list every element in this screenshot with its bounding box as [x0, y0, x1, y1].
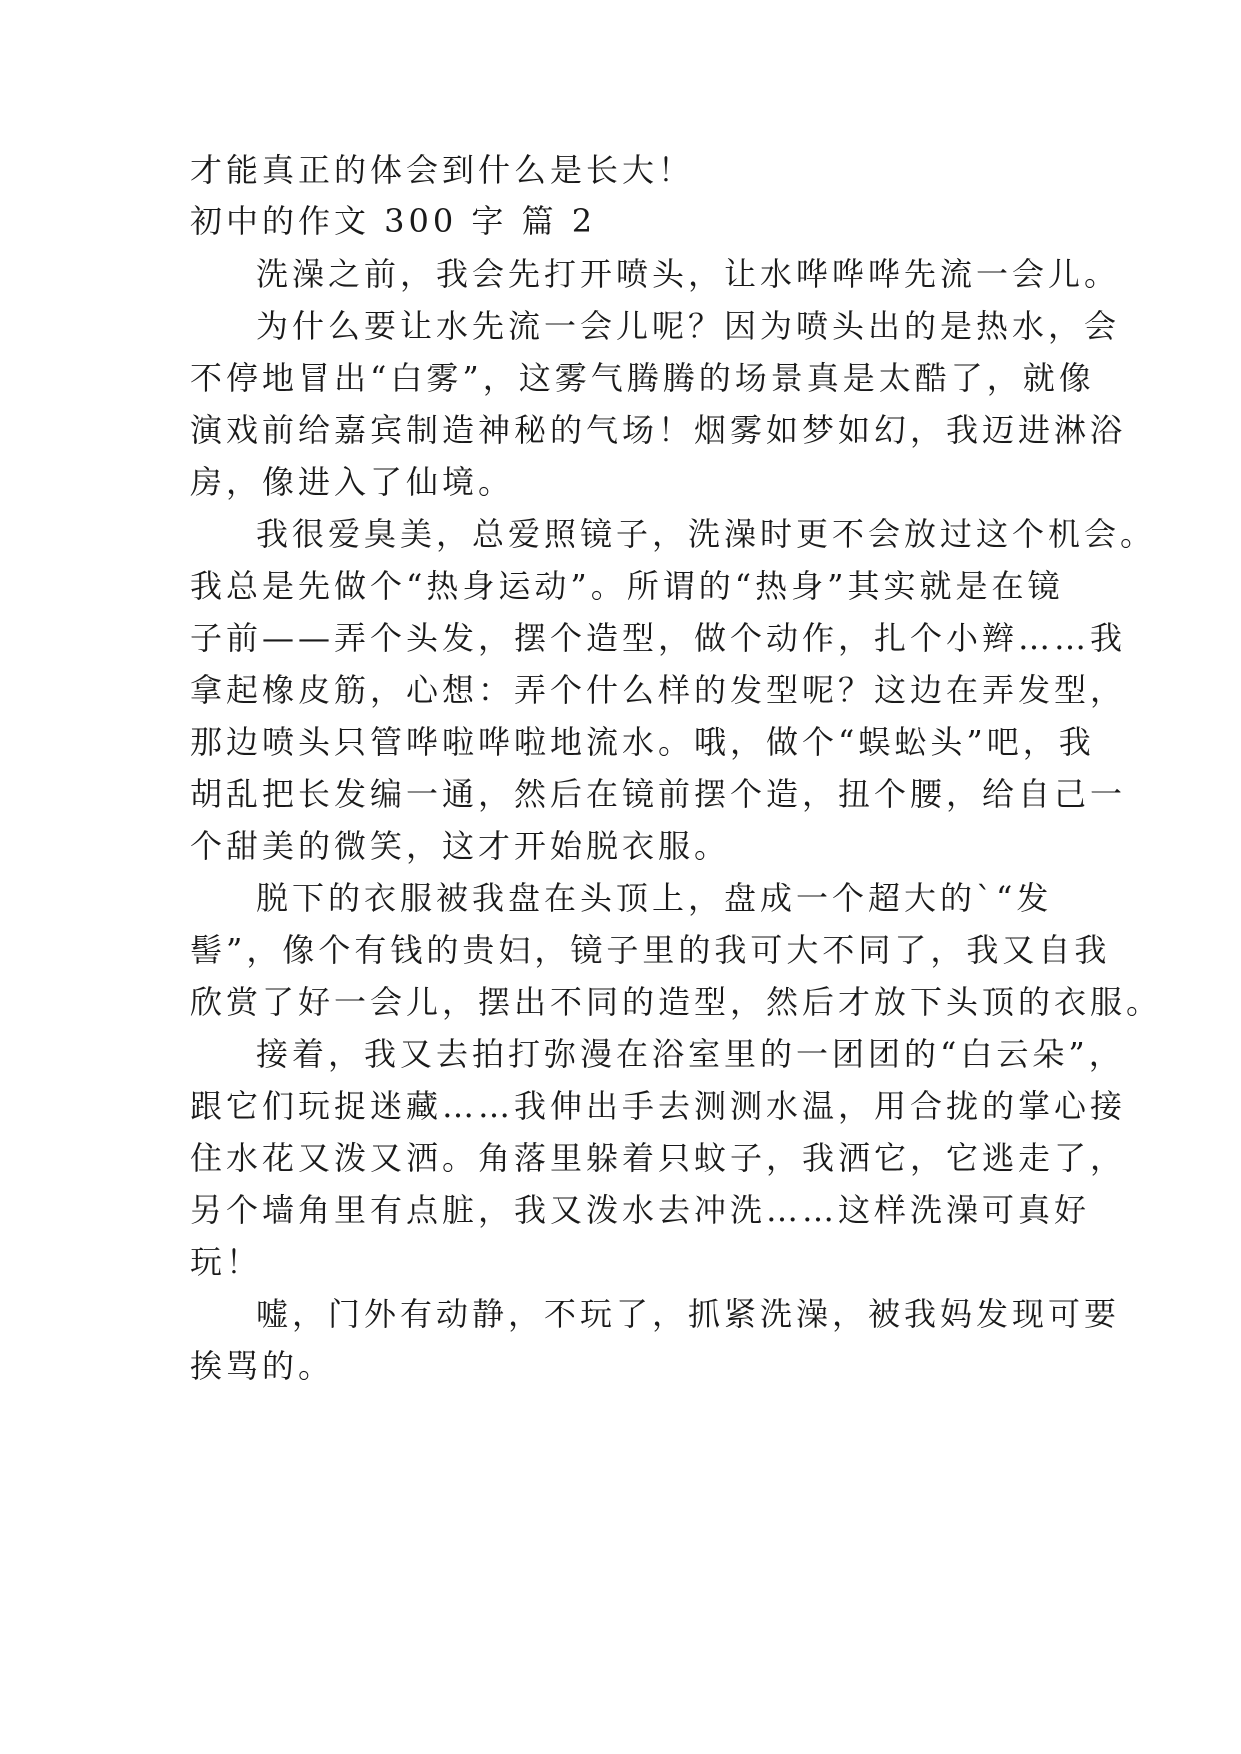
paragraph-line: 个甜美的微笑，这才开始脱衣服。 — [190, 827, 731, 865]
paragraph-line: 拿起橡皮筋，心想：弄个什么样的发型呢？这边在弄发型， — [190, 671, 1127, 709]
paragraph-line: 不停地冒出“白雾”，这雾气腾腾的场景真是太酷了，就像 — [190, 359, 1095, 397]
text-line: 才能真正的体会到什么是长大！ — [190, 151, 695, 189]
paragraph-line: 挨骂的。 — [190, 1347, 335, 1385]
paragraph-line: 玩！ — [190, 1243, 263, 1281]
paragraph-line: 那边喷头只管哗啦哗啦地流水。哦，做个“蜈蚣头”吧，我 — [190, 723, 1095, 761]
paragraph-line: 演戏前给嘉宾制造神秘的气场！烟雾如梦如幻，我迈进淋浴 — [190, 411, 1127, 449]
paragraph-line: 房，像进入了仙境。 — [190, 463, 515, 501]
paragraph-line: 欣赏了好一会儿，摆出不同的造型，然后才放下头顶的衣服。 — [190, 983, 1163, 1021]
paragraph-line: 接着，我又去拍打弥漫在浴室里的一团团的“白云朵”， — [256, 1035, 1125, 1073]
paragraph-line: 脱下的衣服被我盘在头顶上，盘成一个超大的`“发 — [256, 879, 1053, 917]
paragraph-line: 嘘，门外有动静，不玩了，抓紧洗澡，被我妈发现可要 — [256, 1295, 1121, 1333]
paragraph-line: 我很爱臭美，总爱照镜子，洗澡时更不会放过这个机会。 — [256, 515, 1157, 553]
section-heading: 初中的作文 300 字 篇 2 — [190, 202, 597, 240]
paragraph-line: 子前——弄个头发，摆个造型，做个动作，扎个小辫……我 — [190, 619, 1127, 657]
paragraph-line: 另个墙角里有点脏，我又泼水去冲洗……这样洗澡可真好 — [190, 1191, 1091, 1229]
paragraph-line: 胡乱把长发编一通，然后在镜前摆个造，扭个腰，给自己一 — [190, 775, 1127, 813]
paragraph-line: 住水花又泼又洒。角落里躲着只蚊子，我洒它，它逃走了， — [190, 1139, 1127, 1177]
paragraph-line: 为什么要让水先流一会儿呢？因为喷头出的是热水，会 — [256, 307, 1121, 345]
paragraph-line: 我总是先做个“热身运动”。所谓的“热身”其实就是在镜 — [190, 567, 1064, 605]
paragraph-line: 跟它们玩捉迷藏……我伸出手去测测水温，用合拢的掌心接 — [190, 1087, 1127, 1125]
paragraph-line: 洗澡之前，我会先打开喷头，让水哗哗哗先流一会儿。 — [256, 255, 1121, 293]
paragraph-line: 髻”，像个有钱的贵妇，镜子里的我可大不同了，我又自我 — [190, 931, 1111, 969]
